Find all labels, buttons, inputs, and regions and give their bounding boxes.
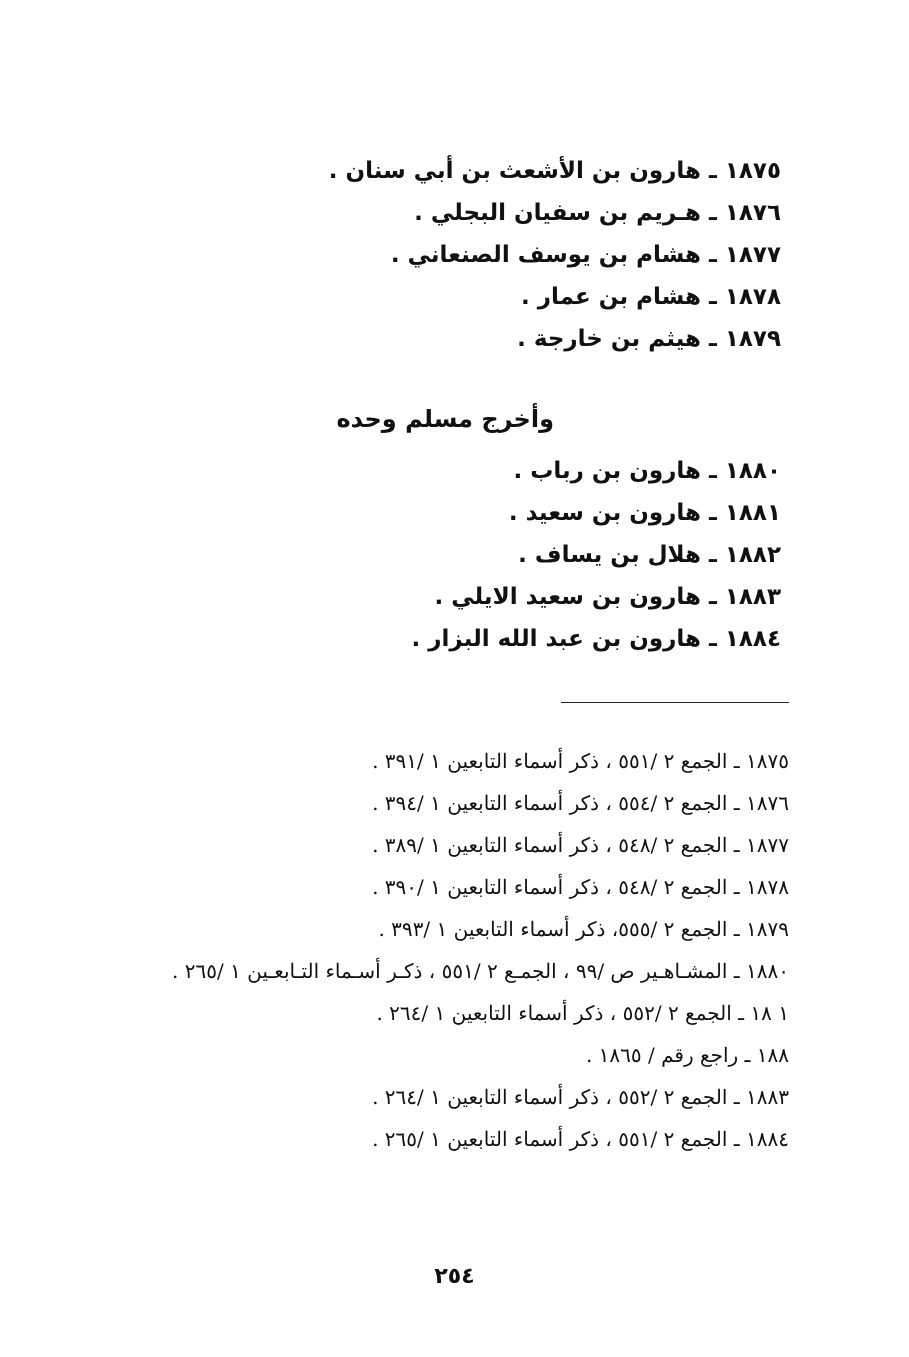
page-number: ٢٥٤ [434,1264,475,1289]
muslim-entries-list [412,450,781,660]
list-item: ١٨٨١ ـ هارون بن سعيد . [508,500,781,526]
main-entries-list [329,150,781,360]
footnote: ١٨٧٥ ـ الجمع ٢ /٥٥١ ، ذكر أسماء التابعين ١ /٣٩١ . [372,749,789,773]
footnote: ١٨٧٩ ـ الجمع ٢ /٥٥٥، ذكر أسماء التابعين ١ /٣٩٣ . [378,917,789,941]
footnote: ١٨٧٧ ـ الجمع ٢ /٥٤٨ ، ذكر أسماء التابعين ١ /٣٨٩ . [372,833,789,857]
list-item: ١٨٨٣ ـ هارون بن سعيد الايلي . [434,584,781,610]
footnote: ١ ١٨ ـ الجمع ٢ /٥٥٢ ، ذكر أسماء التابعين ١ /٢٦٤ . [376,1001,789,1025]
list-item: ١٨٧٦ ـ هـريم بن سفيان البجلي . [414,200,781,226]
list-item: ١٨٨٠ ـ هارون بن رباب . [513,458,781,484]
footnote: ١٨٨٠ ـ المشـاهـير ص /٩٩ ، الجمـع ٢ /٥٥١ ، ذكـر أسـماء التـابعـين ١ /٢٦٥ . [172,959,789,983]
footnotes-list [124,740,789,1160]
section-heading: وأخرج مسلم وحده [336,405,554,433]
list-item: ١٨٧٧ ـ هشام بن يوسف الصنعاني . [390,242,781,268]
footnote: ١٨٨٤ ـ الجمع ٢ /٥٥١ ، ذكر أسماء التابعين ١ /٢٦٥ . [372,1127,789,1151]
list-item: ١٨٧٥ ـ هارون بن الأشعث بن أبي سنان . [328,158,781,184]
list-item: ١٨٧٨ ـ هشام بن عمار . [521,284,781,310]
list-item: ١٨٨٢ ـ هلال بن يساف . [518,542,781,568]
footnote: ١٨٧٦ ـ الجمع ٢ /٥٥٤ ، ذكر أسماء التابعين ١ /٣٩٤ . [372,791,789,815]
footnote: ١٨٨ ـ راجع رقم / ١٨٦٥ . [585,1043,789,1067]
list-item: ١٨٨٤ ـ هارون بن عبد الله البزار . [411,626,781,652]
footnote: ١٨٨٣ ـ الجمع ٢ /٥٥٢ ، ذكر أسماء التابعين ١ /٢٦٤ . [372,1085,789,1109]
footnote-divider [561,702,789,703]
footnote: ١٨٧٨ ـ الجمع ٢ /٥٤٨ ، ذكر أسماء التابعين ١ /٣٩٠ . [372,875,789,899]
list-item: ١٨٧٩ ـ هيثم بن خارجة . [517,326,781,352]
